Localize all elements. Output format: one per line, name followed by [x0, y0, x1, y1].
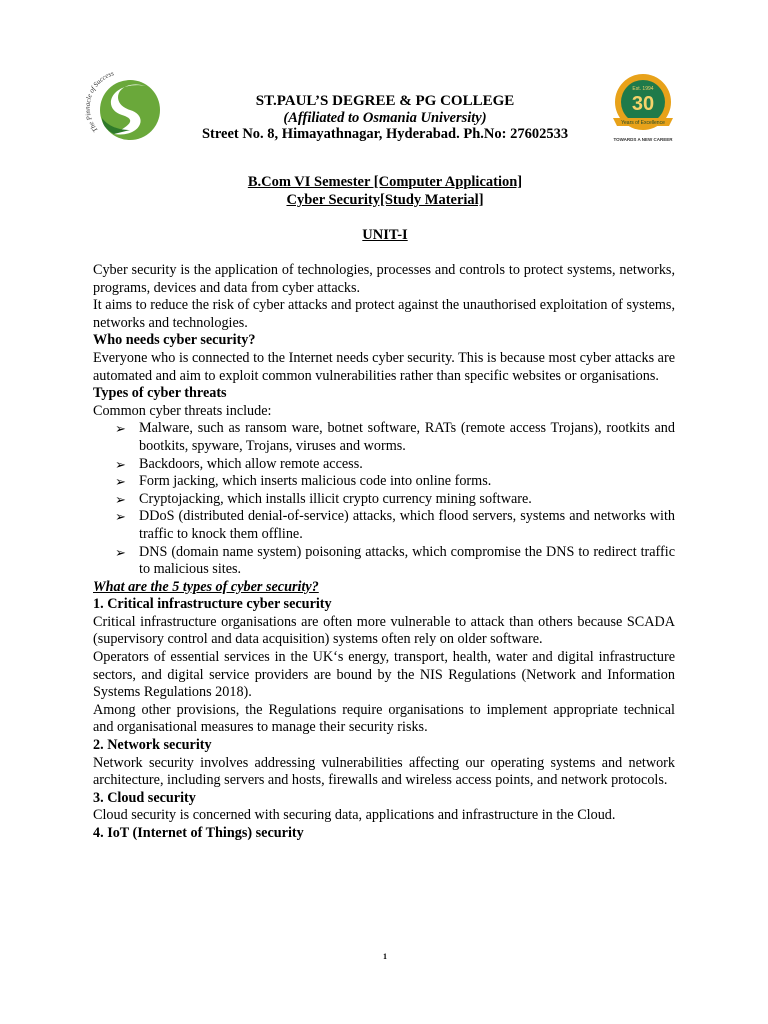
section-1-paragraph-1: Critical infrastructure organisations are often more vulnerable to attack than others because SCADA (supervisory control and data acquisition) systems often rely on older software.	[93, 613, 675, 648]
course-line-1: B.Com VI Semester [Computer Application]	[247, 174, 523, 190]
section-3-paragraph-1: Cloud security is concerned with securing data, applications and infrastructure in the Cloud.	[93, 807, 616, 824]
five-types-heading: What are the 5 types of cyber security?	[93, 578, 319, 595]
list-item: ➢ Cryptojacking, which installs illicit crypto currency mining software.	[115, 490, 532, 507]
who-needs-paragraph: Everyone who is connected to the Internet needs cyber security. This is because most cyber attacks are automated and aim to exploit common vulnerabilities rather than specific websites or organisations.	[93, 349, 675, 384]
section-1-heading: 1. Critical infrastructure cyber security	[93, 596, 332, 613]
list-item: ➢ DDoS (distributed denial-of-service) attacks, which flood servers, systems and networks with traffic to knock them offline.	[115, 508, 675, 542]
college-name: ST.PAUL’S DEGREE & PG COLLEGE	[255, 93, 515, 109]
college-address: Street No. 8, Himayathnagar, Hyderabad. Ph.No: 27602533	[201, 126, 569, 142]
who-needs-heading: Who needs cyber security?	[93, 332, 256, 349]
section-4-heading: 4. IoT (Internet of Things) security	[93, 825, 304, 841]
page-number: 1	[383, 952, 387, 961]
threat-list	[93, 420, 675, 578]
arrow-bullet-icon: ➢	[115, 456, 126, 472]
list-item: ➢ DNS (domain name system) poisoning attacks, which compromise the DNS to redirect traffic to malicious sites.	[115, 543, 675, 578]
logo-right-number: 30	[631, 93, 655, 115]
list-item: ➢ Malware, such as ransom ware, botnet software, RATs (remote access Trojans), rootkits and bootkits, spyware, Trojans, viruses and worms.	[115, 420, 675, 454]
logo-right-est: Est. 1994	[632, 86, 654, 92]
course-title	[170, 173, 600, 209]
college-logo-left	[78, 68, 170, 146]
section-2-heading: 2. Network security	[93, 737, 212, 754]
list-item: ➢ Backdoors, which allow remote access.	[115, 455, 363, 472]
logo-left-motto: The Pinnacle of Success	[83, 69, 115, 134]
types-heading: Types of cyber threats	[93, 385, 227, 402]
document-body	[93, 262, 675, 843]
types-intro: Common cyber threats include:	[93, 402, 272, 419]
unit-title: UNIT-I	[362, 227, 408, 243]
college-affiliation: (Affiliated to Osmania University)	[283, 109, 487, 126]
arrow-bullet-icon: ➢	[115, 544, 126, 560]
section-1-paragraph-3: Among other provisions, the Regulations require organisations to implement appropriate technical and organisational measures to manage their security risks.	[93, 701, 675, 736]
section-1-paragraph-2: Operators of essential services in the UK‘s energy, transport, health, water and digital infrastructure sectors, and digital service providers are bound by the NIS Regulations (Network and Information Systems Regulations 2018).	[93, 649, 675, 701]
list-item: ➢ Form jacking, which inserts malicious code into online forms.	[115, 473, 492, 490]
arrow-bullet-icon: ➢	[115, 474, 126, 490]
logo-right-tagline: TOWARDS A NEW CAREER	[613, 137, 673, 142]
section-3-heading: 3. Cloud security	[93, 789, 196, 806]
arrow-bullet-icon: ➢	[115, 421, 126, 437]
intro-paragraph-2: It aims to reduce the risk of cyber attacks and protect against the unauthorised exploitation of systems, networks and technologies.	[93, 297, 675, 331]
intro-paragraph-1: Cyber security is the application of technologies, processes and controls to protect systems, networks, programs, devices and data from cyber attacks.	[93, 262, 675, 296]
arrow-bullet-icon: ➢	[115, 509, 126, 525]
arrow-bullet-icon: ➢	[115, 491, 126, 507]
anniversary-logo-right	[603, 70, 687, 150]
section-2-paragraph-1: Network security involves addressing vulnerabilities affecting our operating systems and network architecture, including servers and hosts, firewalls and wireless access points, and network protocols.	[93, 754, 675, 789]
course-line-2: Cyber Security[Study Material]	[286, 192, 484, 208]
college-header	[170, 93, 600, 143]
logo-right-ribbon: Years of Excellence	[621, 120, 665, 126]
